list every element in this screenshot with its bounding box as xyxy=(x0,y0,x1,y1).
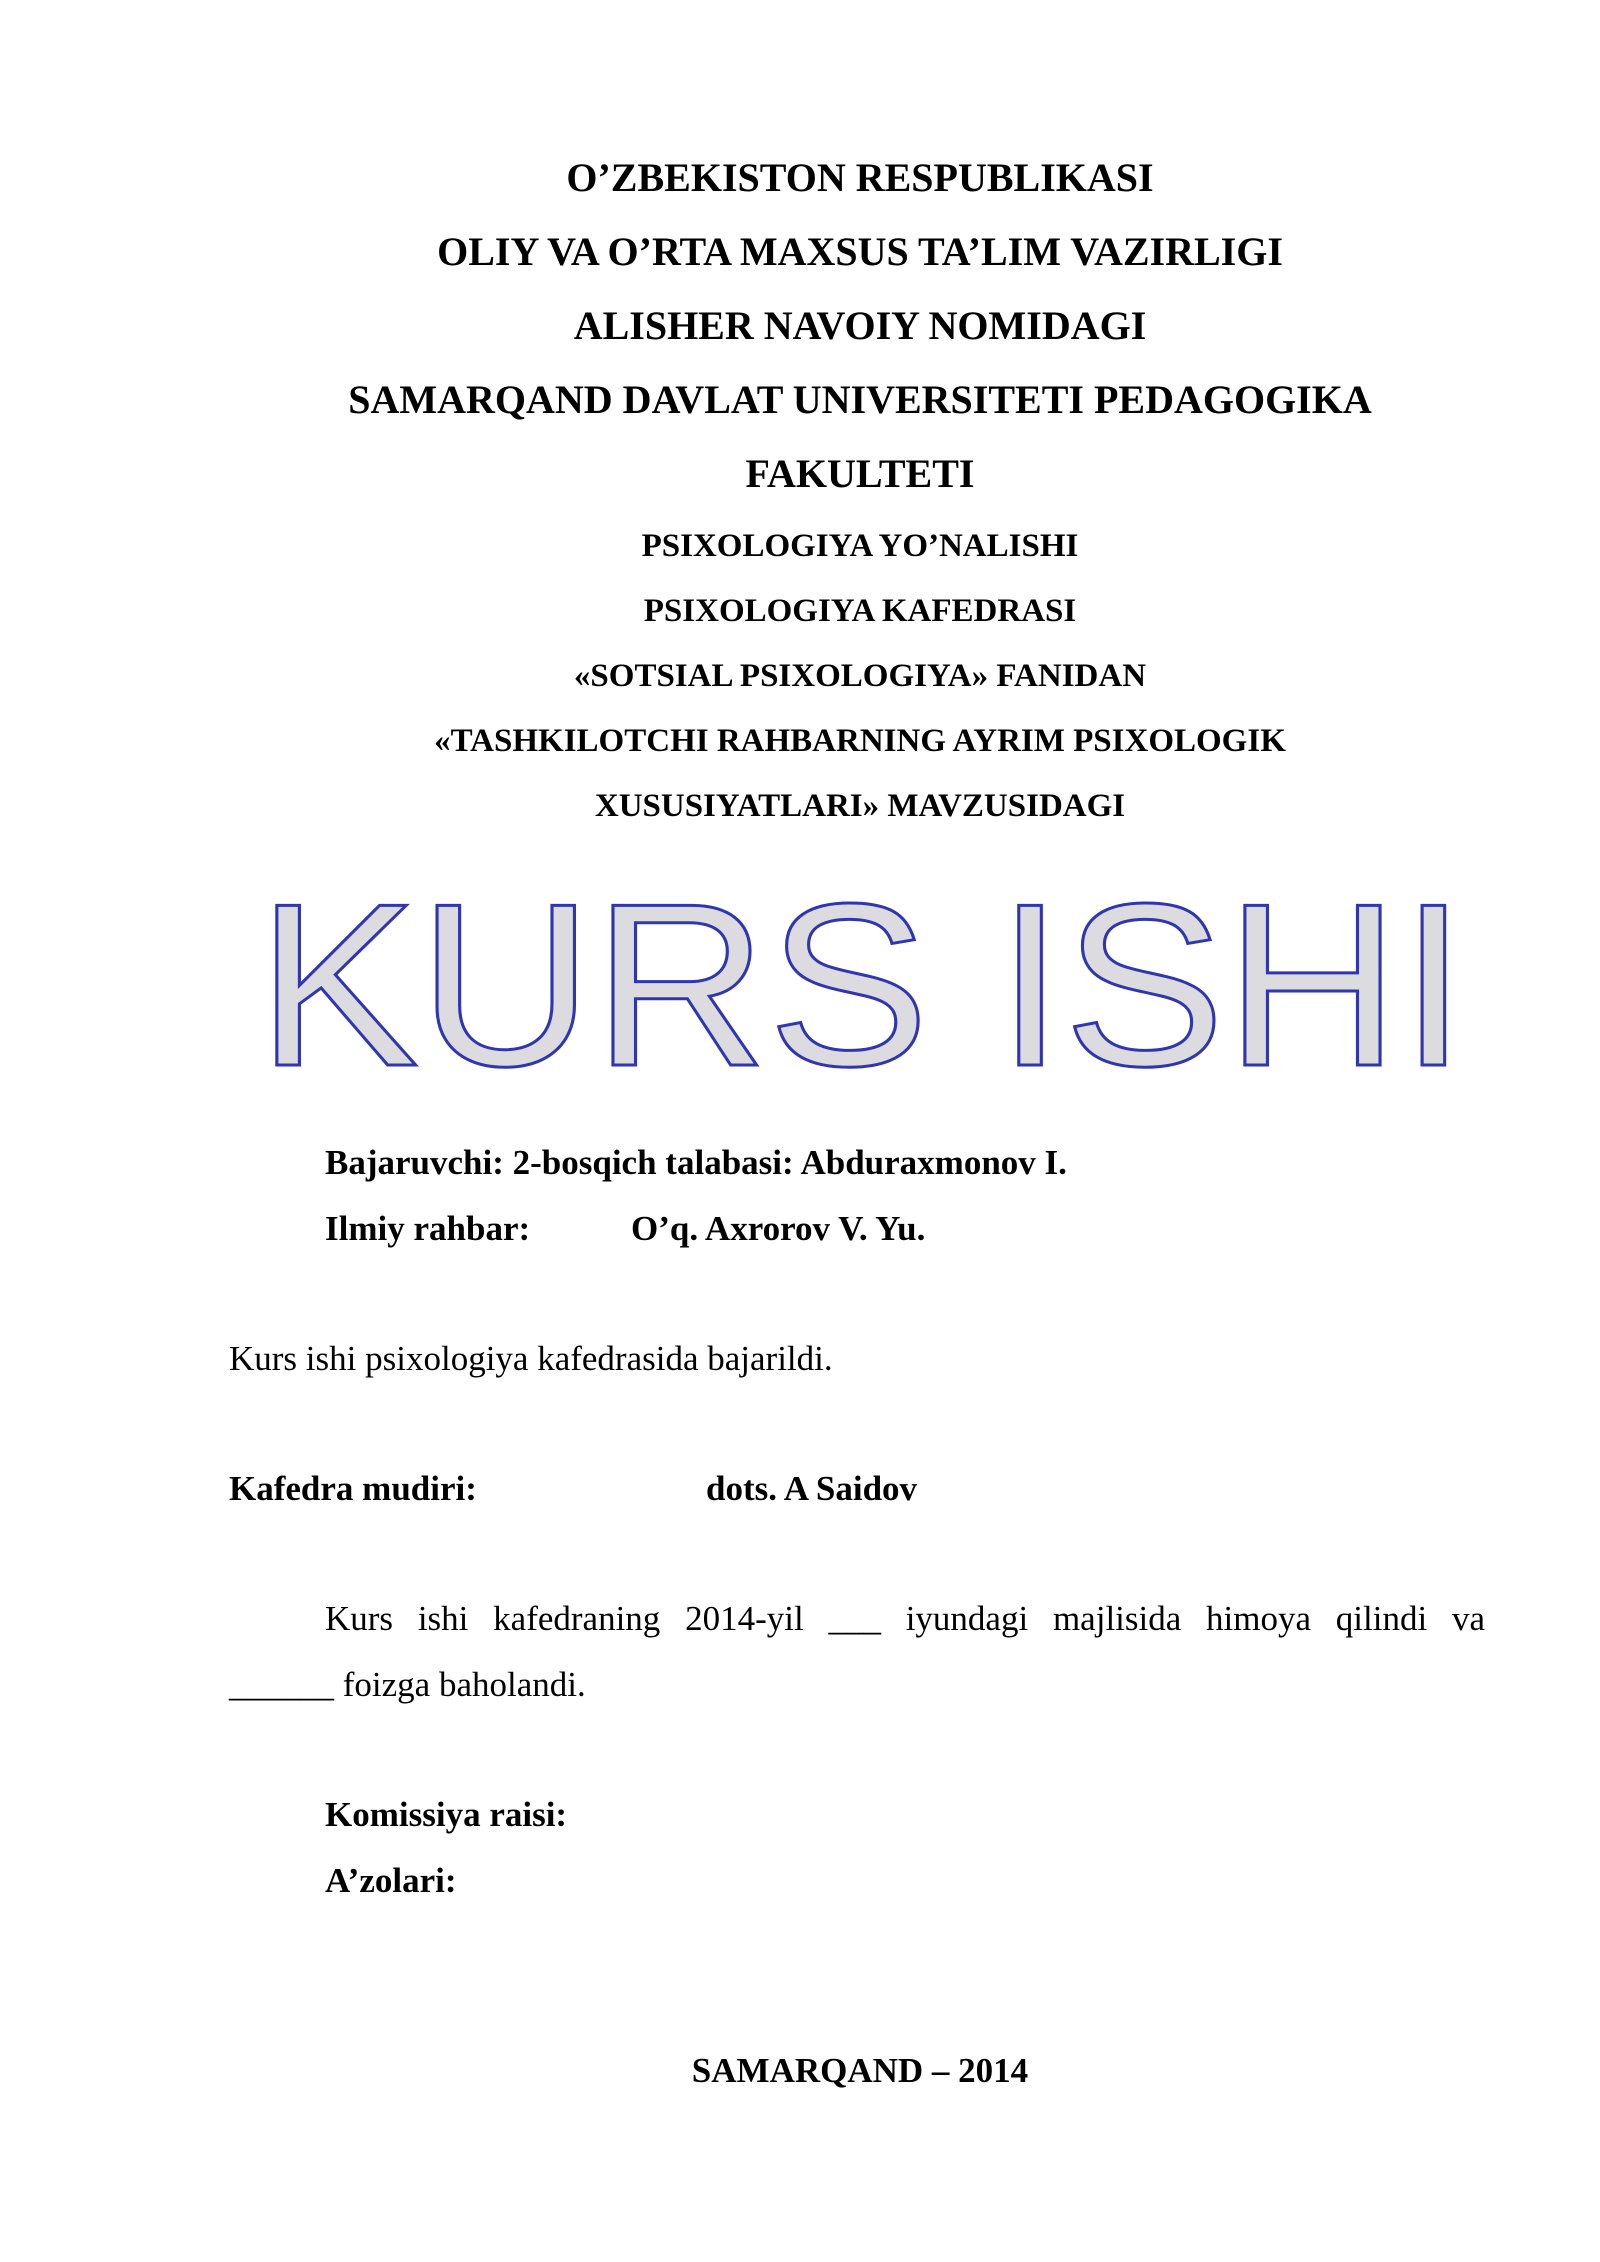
defense-text-line-2: ______ foizga baholandi. xyxy=(229,1665,586,1704)
subheader-line-5: XUSUSIYATLARI» MAVZUSIDAGI xyxy=(594,788,1126,824)
header-line-5: FAKULTETI xyxy=(745,451,975,496)
head-of-department-value: dots. A Saidov xyxy=(706,1469,918,1508)
supervisor-label: Ilmiy rahbar: xyxy=(325,1209,531,1248)
commission-chair-label: Komissiya raisi: xyxy=(325,1795,568,1834)
completed-note: Kurs ishi psixologiya kafedrasida bajarildi. xyxy=(229,1339,833,1378)
header-line-1: O’ZBEKISTON RESPUBLIKASI xyxy=(566,155,1154,200)
title-wordart xyxy=(0,870,1600,1090)
head-of-department-label: Kafedra mudiri: xyxy=(229,1469,477,1508)
header-line-4: SAMARQAND DAVLAT UNIVERSITETI PEDAGOGIKA xyxy=(348,377,1372,422)
place-year: SAMARQAND – 2014 xyxy=(691,2051,1029,2090)
title-text: KURS ISHI xyxy=(257,870,1467,1090)
supervisor-value: O’q. Axrorov V. Yu. xyxy=(631,1209,926,1248)
header-line-3: ALISHER NAVOIY NOMIDAGI xyxy=(573,303,1147,348)
commission-members-label: A’zolari: xyxy=(325,1861,457,1900)
subheader-line-2: PSIXOLOGIYA KAFEDRASI xyxy=(643,593,1077,629)
subheader-line-1: PSIXOLOGIYA YO’NALISHI xyxy=(641,528,1079,564)
subheader-line-4: «TASHKILOTCHI RAHBARNING AYRIM PSIXOLOGIK xyxy=(434,723,1286,759)
subheader-line-3: «SOTSIAL PSIXOLOGIYA» FANIDAN xyxy=(573,658,1147,694)
defense-text-line-1: Kurs ishi kafedraning 2014-yil ___ iyundagi majlisida himoya qilindi va xyxy=(325,1599,1485,1638)
header-line-2: OLIY VA O’RTA MAXSUS TA’LIM VAZIRLIGI xyxy=(437,229,1283,274)
performer-line: Bajaruvchi: 2-bosqich talabasi: Abduraxmonov I. xyxy=(325,1143,1067,1182)
